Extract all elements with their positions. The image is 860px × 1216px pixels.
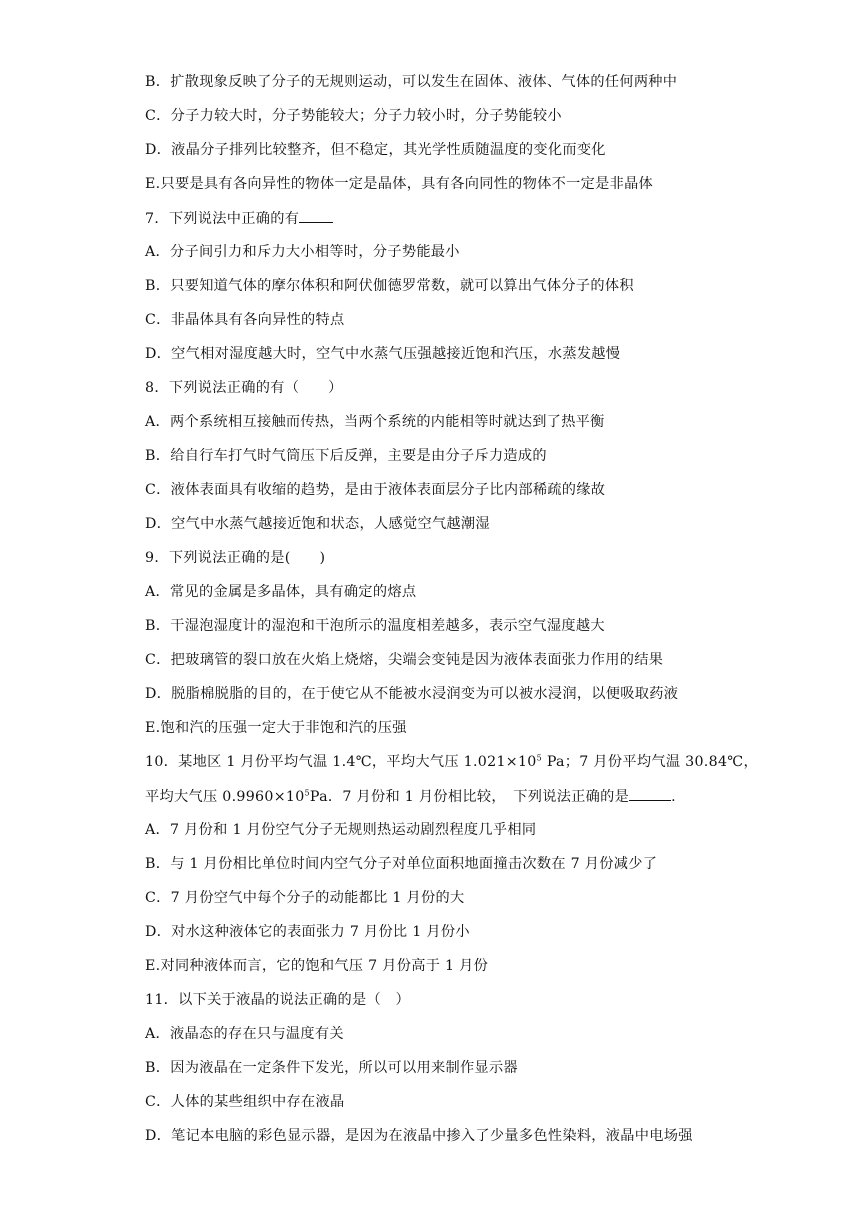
q8-option-a: A．两个系统相互接触而传热，当两个系统的内能相等时就达到了热平衡 (145, 414, 605, 430)
q11-option-a: A．液晶态的存在只与温度有关 (145, 1026, 344, 1042)
q7-stem-text: 7．下列说法中正确的有 (145, 211, 300, 227)
q10-option-c: C．7 月份空气中每个分子的动能都比 1 月份的大 (145, 890, 465, 906)
q7-stem (145, 208, 333, 229)
q9-option-e: E.饱和汽的压强一定大于非饱和汽的压强 (145, 720, 407, 736)
q6-option-c: C．分子力较大时，分子势能较大；分子力较小时，分子势能较小 (145, 108, 562, 124)
q10-stem-end: . (671, 789, 676, 805)
q10-option-b: B．与 1 月份相比单位时间内空气分子对单位面积地面撞击次数在 7 月份减少了 (145, 856, 658, 872)
q9-stem: 9．下列说法正确的是( ) (145, 550, 326, 566)
q6-option-d: D．液晶分子排列比较整齐，但不稳定，其光学性质随温度的变化而变化 (145, 142, 606, 158)
q11-option-b: B．因为液晶在一定条件下发光，所以可以用来制作显示器 (145, 1060, 518, 1076)
q10-stem-1b: Pa；7 月份平均气温 30.84℃， (542, 754, 758, 770)
q7-option-d: D．空气相对湿度越大时，空气中水蒸气压强越接近饱和汽压，水蒸发越慢 (145, 346, 621, 362)
q8-option-d: D．空气中水蒸气越接近饱和状态，人感觉空气越潮湿 (145, 516, 490, 532)
q10-stem-2a: 平均大气压 0.9960×10 (145, 789, 305, 805)
q9-option-d: D．脱脂棉脱脂的目的，在于使它从不能被水浸润变为可以被水浸润，以便吸取药液 (145, 686, 679, 702)
q9-option-b: B．干湿泡湿度计的湿泡和干泡所示的温度相差越多，表示空气湿度越大 (145, 618, 605, 634)
q8-stem: 8．下列说法正确的有（ ） (145, 380, 343, 396)
q7-option-a: A．分子间引力和斥力大小相等时，分子势能最小 (145, 244, 460, 260)
q10-answer-blank (629, 786, 671, 801)
q8-option-b: B．给自行车打气时气筒压下后反弹，主要是由分子斥力造成的 (145, 448, 547, 464)
q10-stem-line-2 (145, 786, 676, 807)
q11-option-c: C．人体的某些组织中存在液晶 (145, 1094, 345, 1110)
q10-option-d: D．对水这种液体它的表面张力 7 月份比 1 月份小 (145, 924, 470, 940)
q10-exponent-2: 5 (304, 788, 310, 798)
q10-stem-1a: 10．某地区 1 月份平均气温 1.4℃，平均大气压 1.021×10 (145, 754, 537, 770)
q9-option-a: A．常见的金属是多晶体，具有确定的熔点 (145, 584, 417, 600)
q10-exponent-1: 5 (536, 753, 543, 763)
q7-option-b: B．只要知道气体的摩尔体积和阿伏伽德罗常数，就可以算出气体分子的体积 (145, 278, 634, 294)
q7-option-c: C．非晶体具有各向异性的特点 (145, 312, 345, 328)
q10-option-a: A．7 月份和 1 月份空气分子无规则热运动剧烈程度几乎相同 (145, 822, 537, 838)
q8-option-c: C．液体表面具有收缩的趋势，是由于液体表面层分子比内部稀疏的缘故 (145, 482, 606, 498)
q6-option-e: E.只要是具有各向异性的物体一定是晶体，具有各向同性的物体不一定是非晶体 (145, 176, 654, 192)
q6-option-b: B．扩散现象反映了分子的无规则运动，可以发生在固体、液体、气体的任何两种中 (145, 74, 678, 90)
q11-stem: 11．以下关于液晶的说法正确的是（ ） (145, 992, 410, 1008)
q7-answer-blank (299, 208, 333, 223)
q10-stem-2b: Pa．7 月份和 1 月份相比较， 下列说法正确的是 (309, 789, 630, 805)
q10-stem-line-1 (145, 752, 758, 772)
q11-option-d: D．笔记本电脑的彩色显示器，是因为在液晶中掺入了少量多色性染料，液晶中电场强 (145, 1128, 693, 1144)
q9-option-c: C．把玻璃管的裂口放在火焰上烧熔，尖端会变钝是因为液体表面张力作用的结果 (145, 652, 664, 668)
q10-option-e: E.对同种液体而言，它的饱和气压 7 月份高于 1 月份 (145, 958, 489, 974)
